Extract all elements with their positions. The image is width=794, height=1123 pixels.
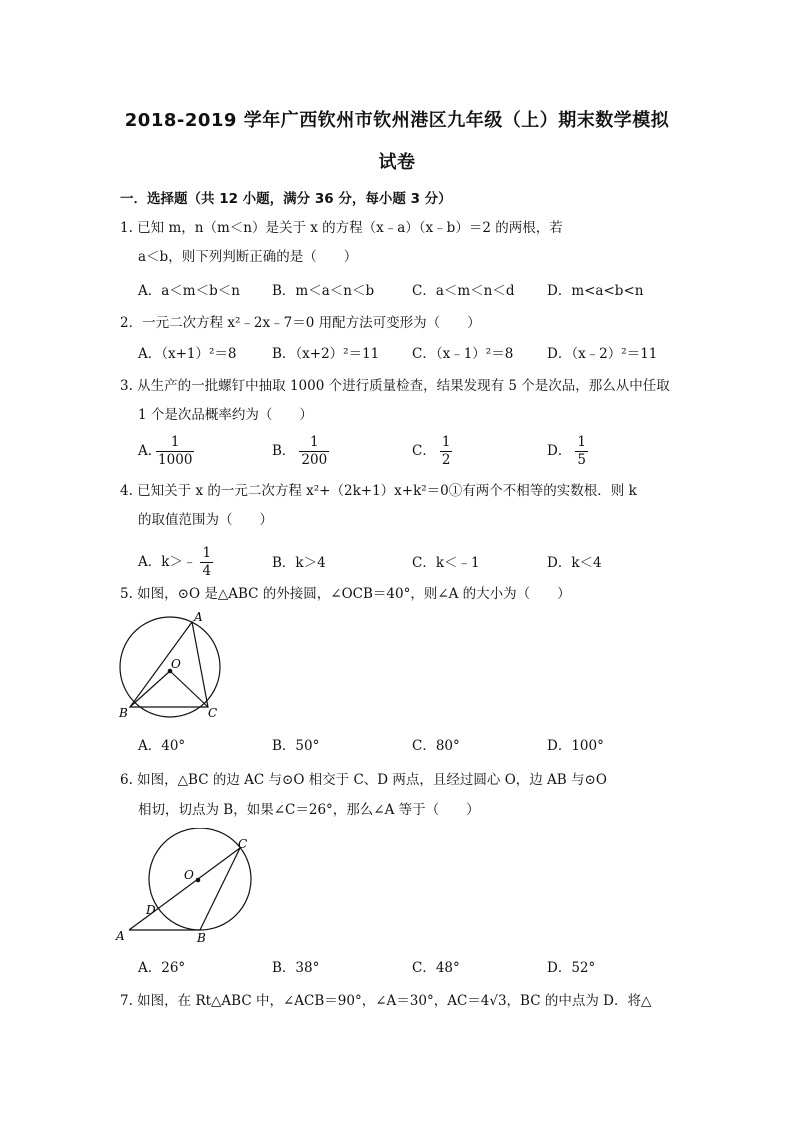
document-title-line2: 试卷	[378, 152, 416, 173]
q4-line1: 4. 已知关于 x 的一元二次方程 x²+（2k+1）x+k²＝0①有两个不相等的实数根．则 k	[120, 483, 637, 499]
label-a: A	[116, 929, 125, 943]
q3-option-c	[412, 434, 452, 469]
label-b: B	[119, 706, 128, 720]
q3-option-b-label: B．	[272, 443, 296, 459]
q5-option-b: B．50°	[272, 738, 320, 754]
q5-line1: 5. 如图，⊙O 是△ABC 的外接圆，∠OCB＝40°，则∠A 的大小为（ ）	[120, 586, 571, 602]
q4-option-a	[138, 545, 213, 580]
label-c: C	[238, 837, 248, 851]
q3-option-a-fraction	[156, 434, 194, 469]
label-d: D	[146, 903, 156, 917]
q1-line1: 1. 已知 m，n（m＜n）是关于 x 的方程（x﹣a）（x﹣b）＝2 的两根，若	[120, 220, 563, 236]
q3-line2: 1 个是次品概率约为（ ）	[138, 407, 313, 423]
fraction-numerator: 1	[441, 434, 451, 450]
center-point-o	[196, 878, 201, 883]
q3-option-b	[272, 434, 329, 469]
fraction-numerator: 1	[156, 434, 194, 452]
q3-option-d	[547, 434, 588, 469]
q5-option-a: A．40°	[138, 738, 186, 754]
q6-option-b: B．38°	[272, 960, 320, 976]
fraction-numerator: 1	[577, 434, 586, 450]
line-ac	[129, 848, 240, 930]
q4-option-b: B．k＞4	[272, 555, 326, 571]
fraction-denominator: 200	[301, 452, 328, 468]
label-b: B	[197, 931, 206, 945]
q1-option-d: D．m<a<b<n	[547, 283, 644, 299]
q6-line2: 相切，切点为 B，如果∠C＝26°，那么∠A 等于（ ）	[138, 802, 480, 818]
q3-option-d-label: D．	[547, 443, 572, 459]
q3-option-d-fraction	[575, 434, 588, 469]
q1-option-b: B．m＜a＜n＜b	[272, 283, 375, 299]
q3-option-a-label: A.	[138, 443, 153, 459]
q1-option-a: A．a＜m＜b＜n	[138, 283, 240, 299]
q3-option-a	[138, 434, 194, 469]
q5-option-c: C．80°	[412, 738, 460, 754]
q4-option-d: D．k＜4	[547, 555, 602, 571]
label-o: O	[184, 868, 194, 882]
q6-option-a: A．26°	[138, 960, 186, 976]
fraction-numerator: 1	[299, 434, 329, 452]
q3-option-c-fraction	[440, 434, 453, 469]
q2-option-c: C．（x﹣1）²＝8	[412, 346, 514, 362]
q2-option-a: A．（x+1）²＝8	[138, 346, 237, 362]
fraction-denominator: 5	[577, 452, 586, 468]
q2-option-b: B．（x+2）²＝11	[272, 346, 380, 362]
q3-option-b-fraction	[299, 434, 329, 469]
fraction-denominator: 1000	[158, 452, 193, 468]
section-heading: 一．选择题（共 12 小题，满分 36 分，每小题 3 分）	[120, 191, 452, 207]
q5-option-d: D．100°	[547, 738, 604, 754]
q2-line1: 2．一元二次方程 x²﹣2x﹣7＝0 用配方法可变形为（ ）	[120, 315, 481, 331]
document-title-line1: 2018-2019 学年广西钦州市钦州港区九年级（上）期末数学模拟	[124, 110, 670, 131]
q4-option-c: C．k＜﹣1	[412, 555, 480, 571]
fraction-numerator: 1	[202, 545, 212, 561]
label-a: A	[194, 610, 203, 624]
q3-option-c-label: C．	[412, 443, 436, 459]
segment-ob	[130, 671, 170, 707]
q5-figure-circle-triangle	[112, 610, 232, 725]
q6-option-d: D．52°	[547, 960, 596, 976]
triangle-abc	[130, 622, 208, 707]
q3-line1: 3. 从生产的一批螺钉中抽取 1000 个进行质量检查，结果发现有 5 个是次品，那么从中任取	[120, 378, 670, 394]
fraction-denominator: 2	[441, 452, 451, 468]
q1-option-c: C．a＜m＜n＜d	[412, 283, 515, 299]
q6-option-c: C．48°	[412, 960, 460, 976]
q1-line2: a＜b，则下列判断正确的是（ ）	[138, 249, 358, 265]
q4-line2: 的取值范围为（ ）	[138, 512, 273, 528]
fraction-denominator: 4	[202, 563, 212, 579]
label-c: C	[208, 706, 218, 720]
q4-option-a-label: A．k＞﹣	[138, 554, 197, 570]
q2-option-d: D．（x﹣2）²＝11	[547, 346, 658, 362]
q6-figure-tangent-circle	[112, 828, 262, 948]
q4-option-a-fraction	[200, 545, 213, 580]
label-o: O	[171, 657, 181, 671]
q7-line1: 7. 如图，在 Rt△ABC 中，∠ACB＝90°，∠A＝30°，AC＝4√3，BC 的中点为 D．将△	[120, 993, 652, 1009]
q6-line1: 6. 如图，△BC 的边 AC 与⊙O 相交于 C、D 两点，且经过圆心 O，边 AB 与⊙O	[120, 772, 607, 788]
